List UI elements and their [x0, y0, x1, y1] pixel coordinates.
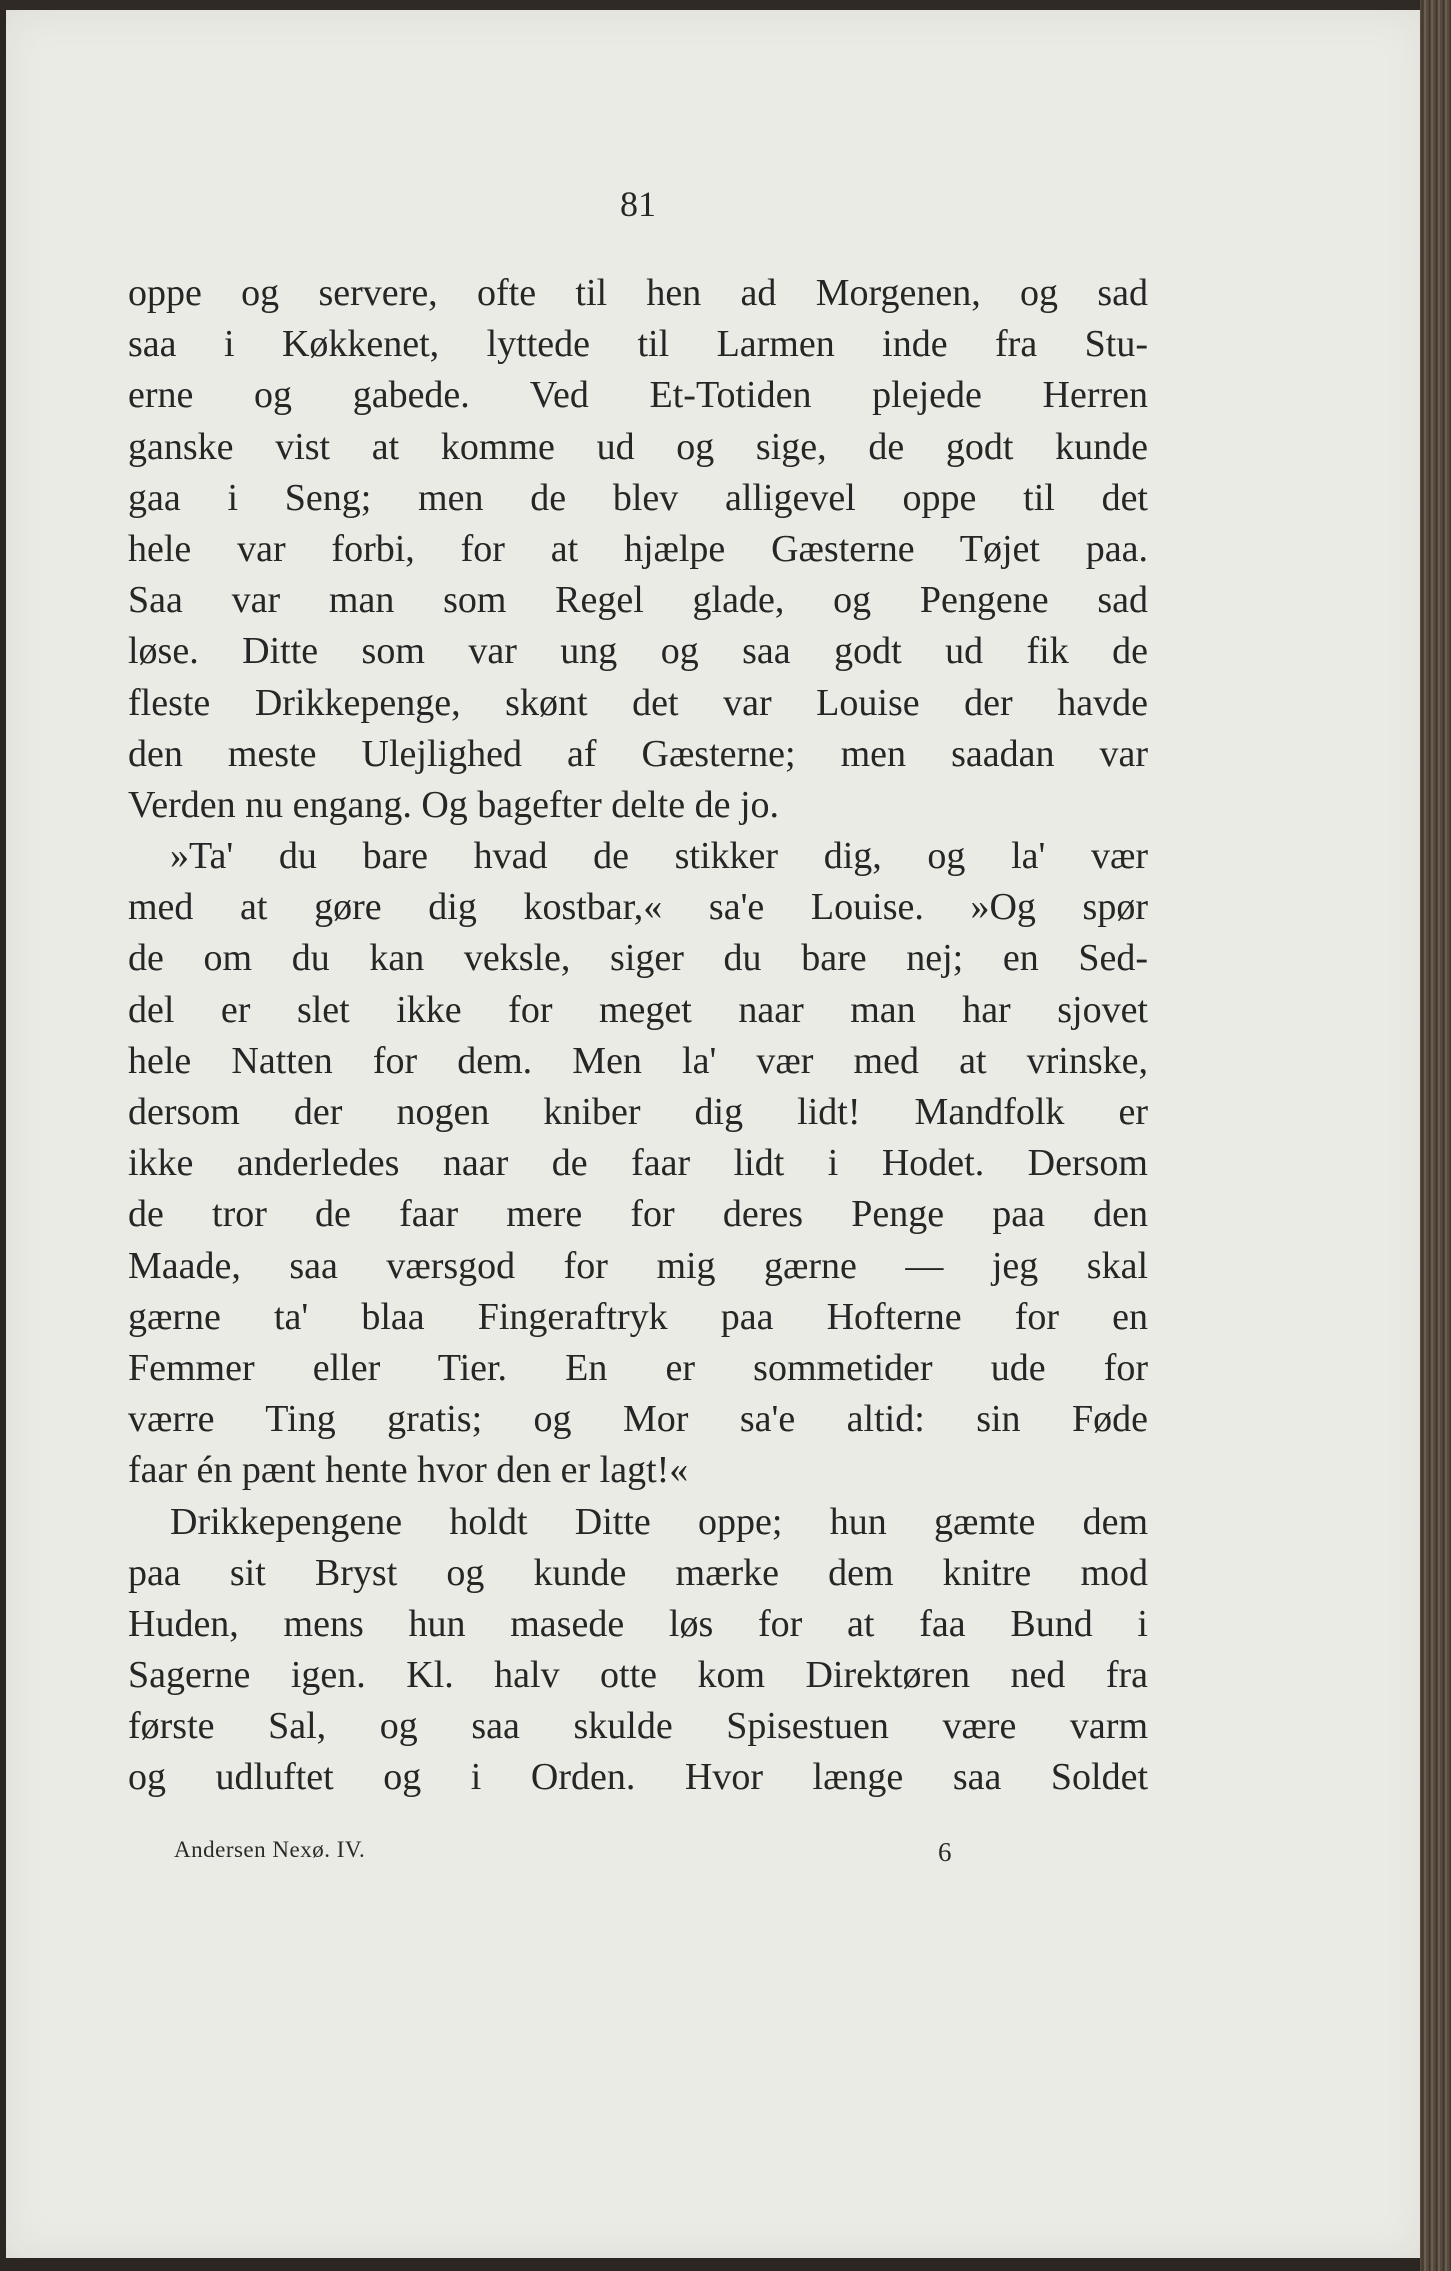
text-line: saa i Køkkenet, lyttede til Larmen inde fra Stu-: [128, 323, 1148, 366]
text-line: den meste Ulejlighed af Gæsterne; men saadan var: [128, 732, 1148, 775]
text-line: ikke anderledes naar de faar lidt i Hodet. Dersom: [128, 1142, 1148, 1185]
text-line: faar én pænt hente hvor den er lagt!«: [128, 1449, 689, 1492]
text-line: Huden, mens hun masede løs for at faa Bund i: [128, 1602, 1148, 1645]
page-footer: [128, 1837, 1148, 1871]
text-line: fleste Drikkepenge, skønt det var Louise der havde: [128, 681, 1148, 724]
text-line: erne og gabede. Ved Et-Totiden plejede Herren: [128, 374, 1148, 417]
text-line: del er slet ikke for meget naar man har sjovet: [128, 988, 1148, 1031]
text-line: dersom der nogen kniber dig lidt! Mandfolk er: [128, 1091, 1148, 1133]
text-line: værre Ting gratis; og Mor sa'e altid: sin Føde: [128, 1398, 1148, 1441]
page-number: 81: [620, 184, 656, 224]
text-line: oppe og servere, ofte til hen ad Morgenen, og sad: [128, 272, 1148, 314]
text-line: Maade, saa værsgod for mig gærne — jeg skal: [128, 1244, 1148, 1287]
text-line: løse. Ditte som var ung og saa godt ud fik de: [128, 630, 1148, 673]
text-line: og udluftet og i Orden. Hvor længe saa Soldet: [128, 1756, 1148, 1799]
text-line: hele Natten for dem. Men la' vær med at vrinske,: [128, 1039, 1148, 1082]
text-line: de om du kan veksle, siger du bare nej; en Sed-: [128, 937, 1148, 980]
text-line: med at gøre dig kostbar,« sa'e Louise. »Og spør: [128, 886, 1148, 929]
text-line: gaa i Seng; men de blev alligevel oppe til det: [128, 476, 1148, 519]
text-line: gærne ta' blaa Fingeraftryk paa Hofterne for en: [128, 1295, 1148, 1338]
text-line: Saa var man som Regel glade, og Pengene sad: [128, 579, 1148, 622]
text-line: Verden nu engang. Og bagefter delte de jo.: [128, 783, 780, 826]
text-line: Sagerne igen. Kl. halv otte kom Direktøren ned fra: [128, 1654, 1148, 1697]
text-line: Drikkepengene holdt Ditte oppe; hun gæmte dem: [170, 1500, 1148, 1543]
text-line: ganske vist at komme ud og sige, de godt kunde: [128, 425, 1148, 468]
text-line: paa sit Bryst og kunde mærke dem knitre mod: [128, 1551, 1148, 1594]
text-line: første Sal, og saa skulde Spisestuen være varm: [128, 1705, 1148, 1748]
top-page-edge: [0, 0, 1451, 10]
text-line: hele var forbi, for at hjælpe Gæsterne Tøjet paa.: [128, 527, 1148, 570]
text-line: »Ta' du bare hvad de stikker dig, og la' vær: [170, 835, 1148, 878]
body-text: [128, 268, 1148, 1804]
text-line: Femmer eller Tier. En er sommetider ude for: [128, 1346, 1148, 1389]
text-line: de tror de faar mere for deres Penge paa den: [128, 1193, 1148, 1236]
book-page-edges: [1420, 0, 1451, 2271]
sheet-number: 6: [938, 1837, 952, 1867]
printer-signature: Andersen Nexø. IV.: [174, 1837, 366, 1862]
